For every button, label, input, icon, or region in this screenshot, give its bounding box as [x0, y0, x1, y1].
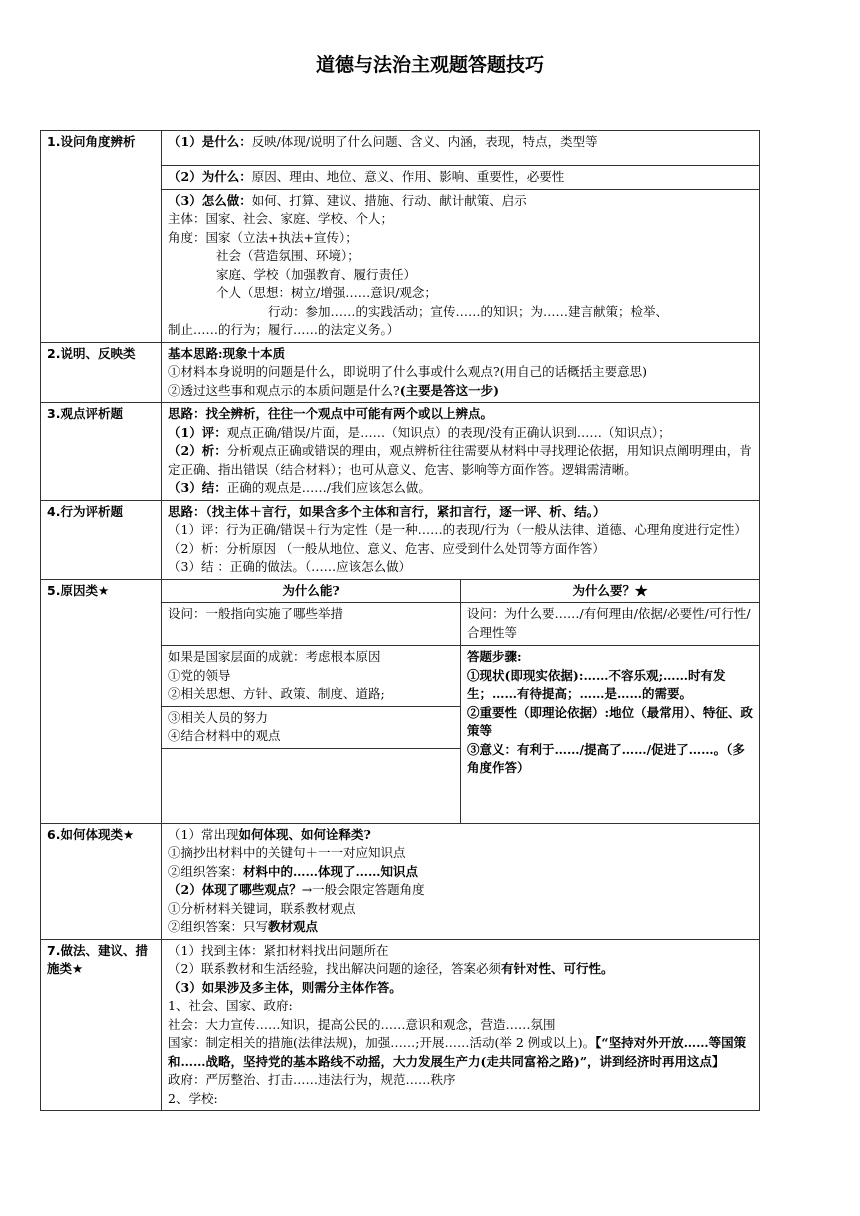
- s4-idea: 思路：（找主体＋言行，如果含多个主体和言行，紧扣言行，逐一评、析、结。）: [168, 503, 606, 519]
- s2-idea: 基本思路:现象十本质: [168, 345, 286, 361]
- section-7-row: [41, 939, 760, 1111]
- s4-conclude: （3）结 ：正确的做法。（……应该怎么做）: [168, 559, 412, 574]
- s5-right-l3: ②重要性（即理论依据）:地位（最常用）、特征、政策等: [467, 704, 753, 738]
- section-3-category: 3.观点评析题: [41, 403, 162, 501]
- s3-idea: 思路：找全辨析，往往一个观点中可能有两个或以上辨点。: [168, 406, 494, 421]
- s6-l1b: 如何体现、如何诠释类?: [238, 826, 371, 842]
- s7-l3b: 则需分主体作答。: [301, 979, 402, 995]
- s5-right-head: 为什么要？★: [461, 580, 760, 603]
- s6-l1a: （1）常出现: [168, 826, 239, 842]
- s3-analyze-text: 分析观点正确或错误的理由，观点辨析往往需要从材料中寻找理论依据，用知识点阐明理由，肯定正确、指出错误（结合材料）；也可从意义、危害、影响等方面作答。逻辑需清晰。: [168, 443, 752, 477]
- s5-left-l1: 如果是国家层面的成就：考虑根本原因: [168, 649, 381, 664]
- s1-angle-family: 家庭、学校（加强教育、履行责任）: [216, 266, 417, 282]
- section-2-row: [41, 342, 760, 403]
- s6-l3a: ②组织答案：: [168, 863, 244, 879]
- s7-l2b: 有针对性、可行性。: [500, 961, 614, 976]
- s6-l4b: →一般会限定答题角度: [301, 882, 425, 897]
- s6-l5: ①分析材料关键词，联系教材观点: [168, 900, 356, 916]
- tips-table: [40, 130, 760, 1111]
- s2-step-1: ①材料本身说明的问题是什么，即说明了什么事或什么观点?(用自己的话概括主要意思): [168, 364, 647, 379]
- s5-right-l4: ③意义：有利于……/提高了……/促进了……。（多角度作答）: [467, 741, 745, 775]
- s7-l3a: （3）如果涉及多主体，: [168, 979, 302, 995]
- section-3-row: [41, 403, 760, 501]
- s7-l1: （1）找到主体：紧扣材料找出问题所在: [168, 942, 389, 958]
- section-5-category: 5.原因类★: [41, 579, 162, 823]
- s5-left-question: 设问：一般指向实施了哪些举措: [162, 603, 461, 646]
- s6-l6a: ②组织答案：只写: [168, 919, 269, 934]
- section-7-category: 7.做法、建议、措施类★: [41, 939, 162, 1111]
- s4-evaluate: （1）评：行为正确/错误＋行为定性（是一种……的表现/行为（一般从法律、道德、心理角度进行定性）: [168, 522, 747, 537]
- s3-conclude-head: （3）结：: [168, 480, 227, 495]
- s6-l2: ①摘抄出材料中的关键句＋一一对应知识点: [168, 845, 406, 860]
- s7-l7: 政府：严厉整治、打击……违法行为，规范……秩序: [168, 1072, 456, 1087]
- s1-why-text: 原因、理由、地位、意义、作用、影响、重要性，必要性: [251, 169, 565, 184]
- s7-l2a: （2）联系教材和生活经验，找出解决问题的途径，答案必须: [168, 961, 501, 976]
- s5-right-l2: ①现状(即现实依据):……不容乐观;……时有发生；……有待提高；……是……的需要。: [467, 667, 726, 701]
- s6-l4: （2）体现了哪些观点？: [168, 882, 302, 897]
- s5-left-l4: ③相关人员的努力: [168, 709, 269, 725]
- s7-l6b: 【“坚持对外开放……等国策和……战略，坚持党的基本路线不动摇，大力发展生产力(走共同富裕之路)”，讲到经济时再用这点】: [168, 1035, 747, 1069]
- s5-right-question: 设问：为什么要……/有何理由/依据/必要性/可行性/合理性等: [461, 603, 760, 646]
- s5-left-head: 为什么能?: [162, 580, 461, 603]
- section-6-category: 6.如何体现类★: [41, 823, 162, 939]
- s6-l3b: 材料中的……体现了……知识点: [243, 863, 419, 879]
- section-1-category: 1.设问角度辨析: [41, 131, 162, 343]
- section-4-row: [41, 500, 760, 579]
- s7-l4: 1、社会、国家、政府:: [168, 998, 293, 1013]
- s1-angle-society: 社会（营造氛围、环境）；: [216, 248, 360, 263]
- section-1-row-1: [41, 131, 760, 166]
- s3-conclude-text: 正确的观点是……/我们应该怎么做。: [226, 480, 431, 495]
- s3-evaluate-text: 观点正确/错误/片面，是……（知识点）的表现/没有正确认识到……（知识点）；: [226, 424, 671, 440]
- s4-analyze: （2）析：分析原因 （一般从地位、意义、危害、应受到什么处罚等方面作答）: [168, 540, 605, 556]
- s1-angle-person: 个人（思想：树立/增强……意识/观念；: [216, 285, 437, 300]
- s1-why-head: （2）为什么：: [168, 169, 252, 184]
- s1-what-head: （1）是什么：: [168, 134, 252, 149]
- s6-l6b: 教材观点: [268, 919, 319, 934]
- s1-what-text: 反映/体现/说明了什么问题、含义、内涵，表现，特点，类型等: [251, 134, 598, 149]
- s3-evaluate-head: （1）评：: [168, 424, 227, 440]
- s2-step-2-note: (主要是答这一步): [399, 382, 500, 398]
- s1-subjects: 主体：国家、社会、家庭、学校、个人；: [168, 211, 394, 226]
- s1-angle-action-cont: 制止……的行为；履行……的法定义务。）: [168, 322, 400, 337]
- page-title: 道德与法治主观题答题技巧: [315, 54, 544, 76]
- s1-angle-action: 行动：参加……的实践活动；宣传……的知识；为……建言献策；检举、: [268, 303, 669, 319]
- s3-analyze-head: （2）析：: [168, 443, 227, 458]
- s5-right-l1: 答题步骤:: [467, 649, 522, 664]
- section-6-row: [41, 823, 760, 939]
- section-4-category: 4.行为评析题: [41, 500, 162, 579]
- s5-left-l5: ④结合材料中的观点: [168, 728, 281, 743]
- s1-how-text: 如何、打算、建议、措施、行动、献计献策、启示: [251, 192, 527, 208]
- s2-step-2: ②透过这些事和观点示的本质问题是什么?: [168, 382, 400, 398]
- s7-l5: 社会：大力宣传……知识，提高公民的……意识和观念，营造……氛围: [168, 1016, 556, 1032]
- s7-l8: 2、学校:: [168, 1090, 218, 1106]
- s5-inner-table: [162, 580, 759, 823]
- section-2-category: 2.说明、反映类: [41, 342, 162, 403]
- section-5-row: [41, 579, 760, 823]
- s5-left-l2: ①党的领导: [168, 667, 231, 683]
- s1-how-head: （3）怎么做：: [168, 192, 252, 208]
- s5-left-l3: ②相关思想、方针、政策、制度、道路;: [168, 686, 385, 701]
- s7-l6a: 国家：制定相关的措施(法律法规)，加强……;开展……活动(举 2 例或以上)。: [168, 1035, 596, 1050]
- s1-angle-country: 角度：国家（立法+执法+宣传）；: [168, 229, 358, 245]
